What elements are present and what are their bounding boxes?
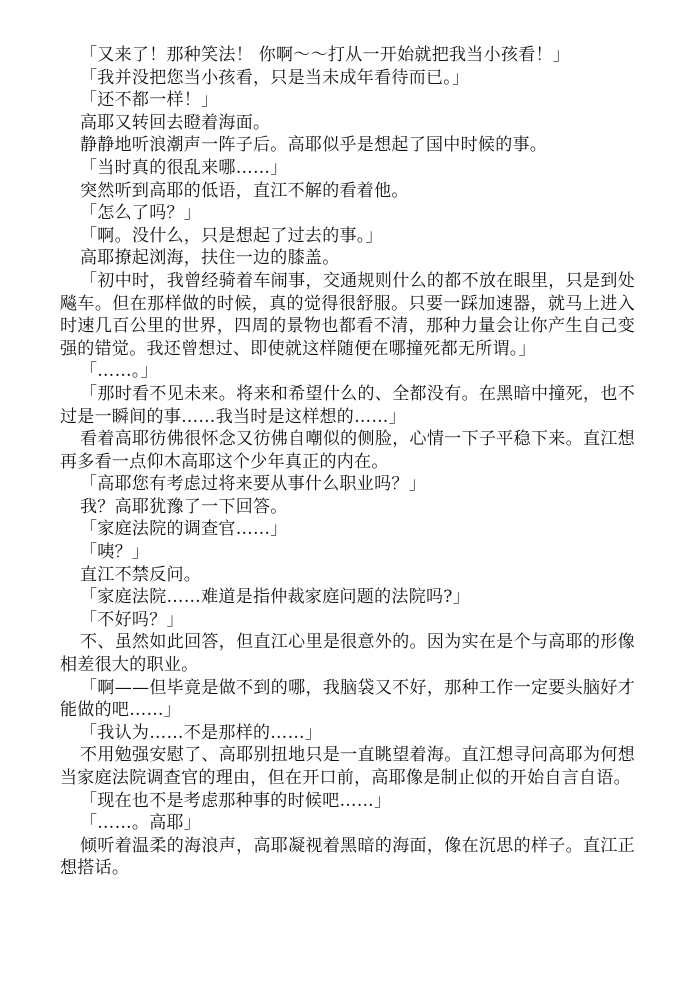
paragraph: 「……。」: [80, 361, 158, 382]
paragraph: 「那时看不见未来。将来和希望什么的、全都没有。在黑暗中撞死，也不过是一瞬间的事……我当时是这样想的……」: [60, 383, 635, 427]
paragraph: 看着高耶彷佛很怀念又彷佛自嘲似的侧脸，心情一下子平稳下来。直江想再多看一点仰木高耶这个少年真正的内在。: [60, 429, 635, 472]
paragraph: 「当时真的很乱来哪……」: [80, 157, 288, 178]
paragraph: 「家庭法院的调查官……」: [80, 519, 288, 540]
paragraph: 「还不都一样！」: [80, 90, 219, 111]
paragraph: 高耶撩起浏海，扶住一边的膝盖。: [80, 248, 340, 269]
body-text: [60, 44, 635, 880]
paragraph: 「我认为……不是那样的……」: [80, 722, 323, 743]
paragraph: 「家庭法院……难道是指仲裁家庭问题的法院吗?」: [80, 587, 471, 608]
paragraph: 「啊——但毕竟是做不到的哪，我脑袋又不好，那种工作一定要头脑好才能做的吧……」: [60, 677, 635, 721]
paragraph: 突然听到高耶的低语，直江不解的看着他。: [80, 180, 409, 201]
paragraph: 「高耶您有考虑过将来要从事什么职业吗？」: [80, 474, 426, 495]
paragraph: 静静地听浪潮声一阵子后。高耶似乎是想起了国中时候的事。: [80, 135, 548, 156]
paragraph: 我？高耶犹豫了一下回答。: [80, 496, 288, 517]
paragraph: 「怎么了吗？」: [80, 203, 202, 224]
paragraph: 「我并没把您当小孩看，只是当未成年看待而已。」: [80, 67, 470, 88]
paragraph: 「啊。没什么，只是想起了过去的事。」: [80, 225, 383, 246]
paragraph: 高耶又转回去瞪着海面。: [80, 112, 271, 133]
paragraph: 「现在也不是考虑那种事的时候吧……」: [80, 790, 392, 811]
paragraph: 「初中时，我曾经骑着车闹事，交通规则什么的都不放在眼里，只是到处飚车。但在那样做的时候，真的觉得很舒服。只要一踩加速器，就马上进入时速几百公里的世界，四周的景物也都看不清，那种力量会让你产生自己变强的错觉。我还曾想过、即使就这样随便在哪撞死都无所谓。」: [60, 270, 635, 359]
paragraph: 不、虽然如此回答，但直江心里是很意外的。因为实在是个与高耶的形像相差很大的职业。: [60, 632, 635, 676]
paragraph: 倾听着温柔的海浪声，高耶凝视着黑暗的海面，像在沉思的样子。直江正想搭话。: [60, 835, 635, 879]
paragraph: 直江不禁反问。: [80, 564, 202, 585]
paragraph: 「不好吗？」: [80, 609, 184, 630]
paragraph: 「咦？」: [80, 542, 150, 563]
paragraph: 「……。高耶」: [80, 813, 202, 834]
paragraph: 「又来了！那种笑法！ 你啊～～打从一开始就把我当小孩看！」: [80, 45, 571, 65]
paragraph: 不用勉强安慰了、高耶别扭地只是一直眺望着海。直江想寻问高耶为何想当家庭法院调查官的理由，但在开口前，高耶像是制止似的开始自言自语。: [60, 745, 635, 788]
